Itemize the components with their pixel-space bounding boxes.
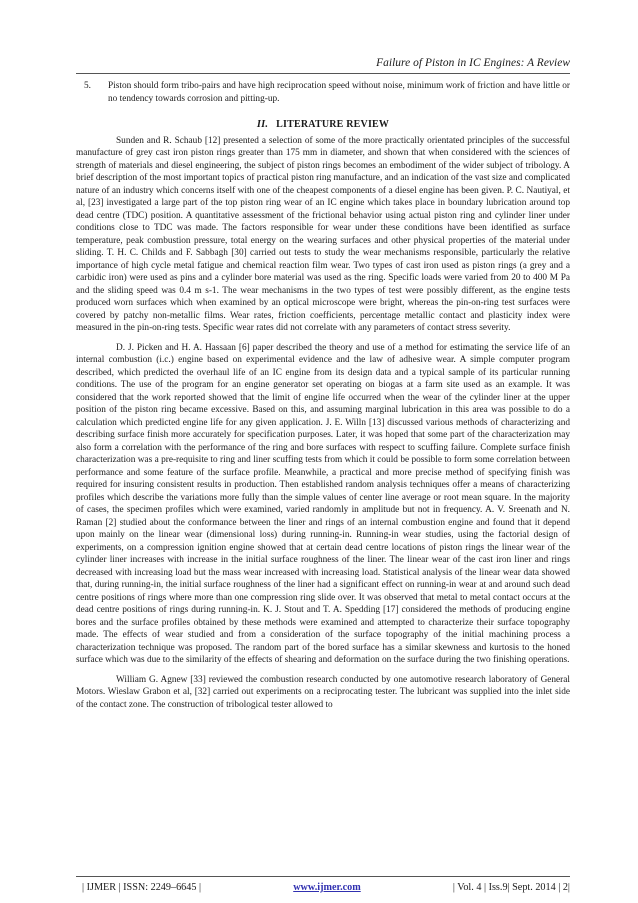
section-heading [76, 119, 570, 132]
journal-link[interactable]: www.ijmer.com [293, 882, 361, 893]
list-number: 5. [84, 81, 91, 91]
list-text: Piston should form tribo-pairs and have high reciprocation speed without noise, minimum work of friction and have little or no tendency towards corrosion and pitting-up. [108, 81, 570, 104]
paragraph: D. J. Picken and H. A. Hassaan [6] paper described the theory and use of a method for estimating the service life of an internal combustion (i.c.) engine based on experimental evidence and the law of adhesive wear. A simple computer program described, which predicted the overhaul life of an IC engine from its design data and a typical sample of its particular running conditions. The use of the program for an engine generator set operating on biogas at a farm site used as an example. It was considered that the work reported showed that the limit of engine life occurred when the wear of the cylinder liner at the upper position of the piston ring became excessive. Based on this, and assuming marginal lubrication in this area was possible to do a calculation which predicted engine life for any given application. J. E. Willn [13] discussed various methods of characterizing and describing surface finish more accurately for specification purposes. Later, it was hoped that some part of the characterization may also form a correlation with the performance of the ring and bore surfaces with respect to scuffing failure. Complete surface finish characterization was a pre-requisite to ring and liner scuffing tests from which it could be possible to form some correlation between performance and some feature of the surface profile. Meanwhile, a practical and more precise method of specifying finish was required for insuring consistent results in production. Then established random analysis techniques offer a means of characterizing profiles which describe the variations more fully than the simple values of center line average or root mean square. In the majority of cases, the specimen profiles which were examined, varied randomly in amplitude but not in frequency. A. V. Sreenath and N. Raman [2] studied about the conformance between the liner and rings of an internal combustion engine and found that it depend upon mainly on the linear wear (dimensional loss) during running-in. Running-in wear studies, using the factorial design of experiments, on a compression ignition engine showed that at certain dead centre locations of piston rings the linear wear of the cylinder liner increases with increase in the initial surface roughness of the liner. The linear wear of the cast iron liner and rings decreased with increasing load but the mass wear increased with increasing load. Statistical analysis of the linear wear data showed that, during running-in, the initial surface roughness of the liner had a significant effect on running-in wear at and around such dead centre positions of rings where more than one compression ring slide over. It was observed that metal to metal contact occurs at the dead centre positions of rings during running-in. K. J. Stout and T. A. Spedding [17] considered the methods of producing engine bores and the surface profiles obtained by these methods were examined and attempted to characterize their surface topography made. The effects of wear studied and from a consideration of the surface topography of the initial machining process a characterization technique was proposed. The random part of the bored surface has a similar skewness and kurtosis to the honed surface which was due to the similarity of the effects of shearing and deformation on the surface during the two finishing operations. [76, 342, 570, 665]
main-text [76, 80, 570, 718]
header-rule [76, 73, 570, 74]
footer-issue-info: | Vol. 4 | Iss.9| Sept. 2014 | 2| [452, 882, 570, 893]
running-title: Failure of Piston in IC Engines: A Review [376, 57, 570, 69]
section-title: LITERATURE REVIEW [276, 119, 390, 130]
list-item [84, 80, 570, 105]
footer-journal-info: | IJMER | ISSN: 2249–6645 | [82, 882, 202, 893]
paragraph: William G. Agnew [33] reviewed the combustion research conducted by one automotive research laboratory of General Motors. Wieslaw Grabon et al, [32] carried out experiments on a reciprocating tester. The lubricant was supplied into the inlet side of the contact zone. The construction of tribological tester allowed to [76, 674, 570, 710]
paragraph: Sunden and R. Schaub [12] presented a selection of some of the more practically orientated principles of the successful manufacture of grey cast iron piston rings greater than 175 mm in diameter, and shown that when considered with the sciences of strength of materials and diesel engineering, the subject of piston rings becomes an embodiment of the wider subject of tribology. A brief description of the most important topics of practical piston ring manufacture, and an indication of the vast size and complicated nature of an industry which concerns itself with one of the cheapest components of a diesel engine has been given. P. C. Nautiyal, et al, [23] investigated a large part of the top piston ring wear of an IC engine which takes place in boundary lubrication around top dead centre (TDC) position. A quantitative assessment of the frictional behavior using actual piston ring and cylinder liner under conditions close to TDC was made. The factors responsible for wear under these conditions have been identified as surface temperature, peak combustion pressure, total energy on the wearing surfaces and other physical properties of the material under sliding. T. H. C. Childs and F. Sabbagh [30] carried out tests to study the wear mechanisms responsible, particularly the relative importance of high cycle metal fatigue and chemical reaction film wear. Two types of cast iron used as piston rings (a grey and a carbidic iron) were used as pins and a cylinder bore material was used as the ring. Specific loads were varied from 20 to 400 M Pa and the sliding speed was 0.4 m s-1. The wear mechanisms in the two types of test were possibly different, as the engine tests produced worn surfaces which when examined by an optical microscope were bright, whereas the pin-on-ring test surfaces were covered by patchy non-metallic films. Wear rates, friction coefficients, percentage metallic contact and plasticity index were measured in the pin-on-ring tests. Specific wear rates did not correlate with any parameters of contact stress severity. [76, 135, 570, 333]
page-footer [82, 882, 570, 893]
footer-rule [76, 876, 570, 877]
section-number: II. [256, 119, 269, 130]
